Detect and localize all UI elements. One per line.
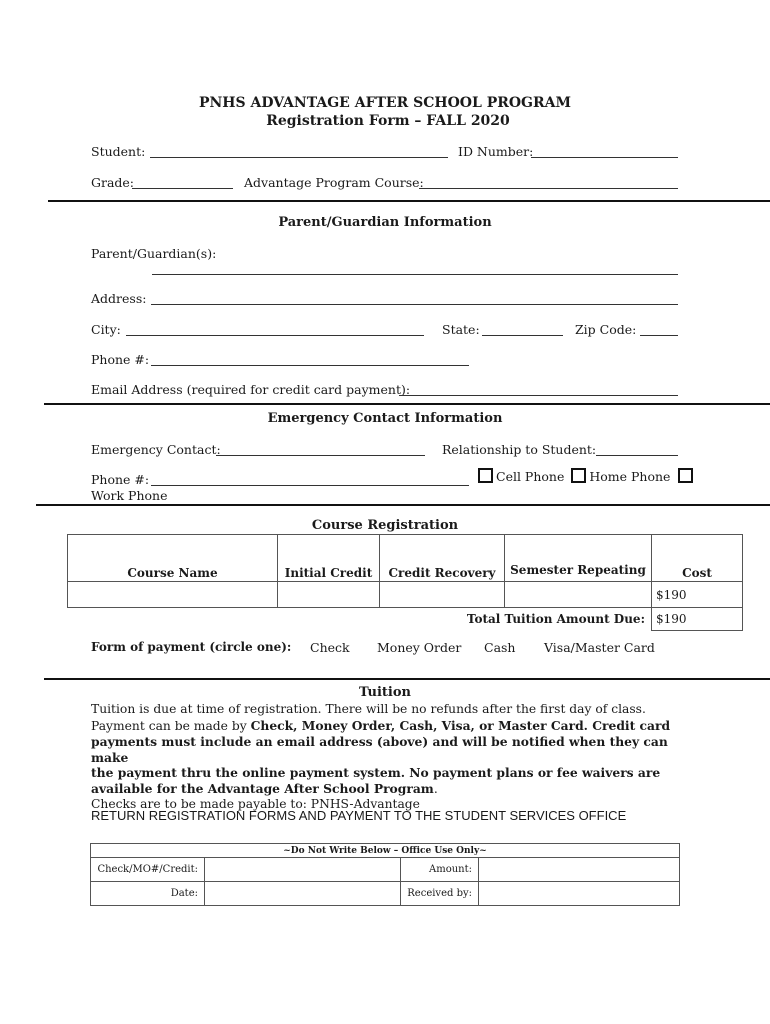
city-label: City: <box>91 322 121 337</box>
credit-recovery-cell[interactable] <box>380 582 505 608</box>
course-name-header: Course Name <box>68 535 278 582</box>
work-phone-label: Work Phone <box>91 488 168 503</box>
tuition-line-2-text: Payment can be made by <box>91 718 251 733</box>
course-field[interactable] <box>419 188 678 189</box>
check-label: Check/MO#/Credit: <box>91 858 205 882</box>
home-phone-label: Home Phone <box>589 469 671 484</box>
check-field[interactable] <box>205 858 401 882</box>
office-use-table <box>90 843 680 906</box>
relationship-label: Relationship to Student: <box>442 442 597 457</box>
tuition-paragraph <box>91 702 691 813</box>
address-field[interactable] <box>151 304 678 305</box>
phone-type-options <box>478 468 696 484</box>
city-field[interactable] <box>126 335 424 336</box>
office-use-title: ~Do Not Write Below – Office Use Only~ <box>91 844 680 858</box>
tuition-line-2-bold: Check, Money Order, Cash, Visa, or Master Card. Credit card <box>250 717 671 733</box>
tuition-line-4: the payment thru the online payment system. No payment plans or fee waivers are <box>91 765 661 780</box>
amount-field[interactable] <box>479 858 680 882</box>
semester-repeating-header: Semester Repeating <box>505 535 652 582</box>
course-registration-title: Course Registration <box>311 518 459 533</box>
payment-option-money-order[interactable]: Money Order <box>377 640 462 655</box>
parent-phone-field[interactable] <box>151 365 469 366</box>
cell-phone-checkbox[interactable] <box>478 468 493 483</box>
student-field[interactable] <box>150 157 448 158</box>
total-label: Total Tuition Amount Due: <box>466 612 645 627</box>
guardian-field[interactable] <box>152 274 678 275</box>
guardian-label: Parent/Guardian(s): <box>91 246 217 261</box>
table-row <box>68 582 743 608</box>
tuition-line-5-bold: available for the Advantage After School Program <box>91 780 434 796</box>
parent-phone-label: Phone #: <box>91 352 150 367</box>
state-field[interactable] <box>482 335 563 336</box>
received-field[interactable] <box>479 882 680 906</box>
parent-section-title: Parent/Guardian Information <box>278 215 492 230</box>
credit-recovery-header: Credit Recovery <box>380 535 505 582</box>
initial-credit-cell[interactable] <box>278 582 380 608</box>
course-label: Advantage Program Course: <box>244 175 424 190</box>
email-label: Email Address (required for credit card payment): <box>91 382 411 397</box>
received-label: Received by: <box>401 882 479 906</box>
cell-phone-label: Cell Phone <box>496 469 565 484</box>
date-field[interactable] <box>205 882 401 906</box>
form-title: PNHS ADVANTAGE AFTER SCHOOL PROGRAM <box>198 95 572 111</box>
course-registration-table <box>67 534 743 631</box>
emergency-phone-label: Phone #: <box>91 472 150 487</box>
email-field[interactable] <box>399 395 678 396</box>
payment-option-check[interactable]: Check <box>310 640 350 655</box>
emergency-section-title: Emergency Contact Information <box>267 411 503 426</box>
course-name-cell[interactable] <box>68 582 278 608</box>
grade-label: Grade: <box>91 175 135 190</box>
cost-header: Cost <box>652 535 743 582</box>
emergency-phone-field[interactable] <box>151 485 469 486</box>
emergency-contact-field[interactable] <box>216 455 425 456</box>
tuition-section-title: Tuition <box>359 685 411 700</box>
initial-credit-header: Initial Credit <box>278 535 380 582</box>
zip-label: Zip Code: <box>575 322 637 337</box>
amount-label: Amount: <box>401 858 479 882</box>
semester-repeating-cell[interactable] <box>505 582 652 608</box>
table-row <box>91 882 680 906</box>
tuition-line-2 <box>91 718 691 735</box>
section-divider <box>44 403 770 405</box>
state-label: State: <box>442 322 480 337</box>
tuition-line-6: Checks are to be made payable to: PNHS-Advantage <box>91 797 420 811</box>
row-cost-cell: $190 <box>652 582 743 608</box>
table-row <box>91 858 680 882</box>
section-divider <box>48 200 770 202</box>
return-note: RETURN REGISTRATION FORMS AND PAYMENT TO THE STUDENT SERVICES OFFICE <box>91 808 627 823</box>
id-number-label: ID Number: <box>458 144 534 159</box>
address-label: Address: <box>91 291 147 306</box>
section-divider <box>36 504 770 506</box>
tuition-line-3: payments must include an email address (above) and will be notified when they can make <box>91 734 668 765</box>
work-phone-checkbox[interactable] <box>678 468 693 483</box>
tuition-line-5 <box>91 781 691 798</box>
payment-option-cash[interactable]: Cash <box>484 640 516 655</box>
tuition-line-1: Tuition is due at time of registration. There will be no refunds after the first day of class. <box>91 702 646 716</box>
payment-option-card[interactable]: Visa/Master Card <box>544 640 655 655</box>
total-value: $190 <box>652 608 743 631</box>
date-label: Date: <box>91 882 205 906</box>
student-label: Student: <box>91 144 146 159</box>
form-subtitle: Registration Form – FALL 2020 <box>266 113 510 129</box>
tuition-line-5-end: . <box>433 781 438 796</box>
relationship-field[interactable] <box>596 455 678 456</box>
emergency-contact-label: Emergency Contact: <box>91 442 221 457</box>
grade-field[interactable] <box>132 188 233 189</box>
section-divider <box>44 678 770 680</box>
zip-field[interactable] <box>640 335 678 336</box>
id-number-field[interactable] <box>531 157 678 158</box>
office-title-row <box>91 844 680 858</box>
table-header-row <box>68 535 743 582</box>
total-row <box>68 608 743 631</box>
payment-label: Form of payment (circle one): <box>91 640 292 654</box>
home-phone-checkbox[interactable] <box>571 468 586 483</box>
